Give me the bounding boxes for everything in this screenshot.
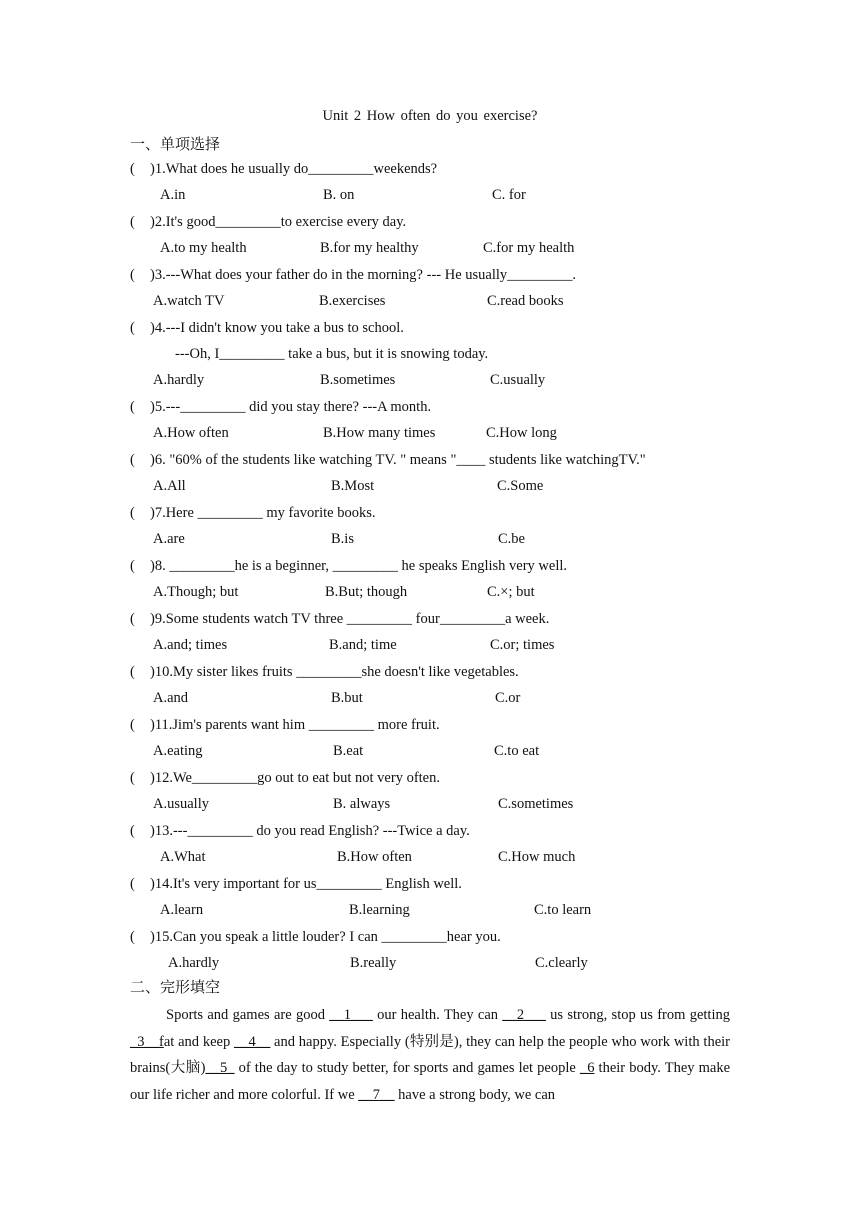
answer-paren: (: [130, 320, 135, 336]
answer-option-a: A.in: [160, 187, 186, 203]
answer-option-b: B.really: [350, 955, 397, 971]
answer-paren: (: [130, 452, 135, 468]
answer-option-c: C.to eat: [494, 743, 540, 759]
answer-option-c: C.be: [498, 531, 525, 547]
answer-paren: (: [130, 717, 135, 733]
question-stem: [130, 505, 376, 522]
question-item: [130, 449, 750, 502]
question-stem: [130, 320, 404, 337]
answer-option-a: A.usually: [153, 796, 209, 812]
question-item: [130, 926, 750, 979]
answer-paren: (: [130, 267, 135, 283]
answer-option-c: C.usually: [490, 372, 546, 388]
question-text: )14.It's very important for us_________ English well.: [150, 876, 462, 892]
answer-option-a: A.learn: [160, 902, 204, 918]
answer-paren: (: [130, 876, 135, 892]
answer-option-c: C.Some: [497, 478, 544, 494]
answer-option-a: A.watch TV: [153, 293, 225, 309]
answer-option-a: A.hardly: [153, 372, 205, 388]
question-stem: [130, 161, 437, 178]
question-item: [130, 317, 750, 396]
question-stem: [130, 929, 501, 946]
passage-text: and happy. Especially (特别是), they can help the people who work with their brains(大脑): [130, 1033, 730, 1076]
question-text: )10.My sister likes fruits _________she doesn't like vegetables.: [150, 664, 519, 680]
question-text: )15.Can you speak a little louder? I can _________hear you.: [150, 929, 501, 945]
answer-paren: (: [130, 823, 135, 839]
answer-option-a: A.and: [153, 690, 189, 706]
question-item: [130, 211, 750, 264]
question-item: [130, 714, 750, 767]
question-text: )2.It's good_________to exercise every day.: [150, 214, 407, 230]
question-text: )5.---_________ did you stay there? ---A month.: [150, 399, 432, 415]
question-item: [130, 661, 750, 714]
answer-option-a: A.to my health: [160, 240, 247, 256]
answer-option-b: B.but: [331, 690, 363, 706]
question-item: [130, 396, 750, 449]
question-text-line2: ---Oh, I_________ take a bus, but it is snowing today.: [175, 346, 489, 362]
answer-option-c: C.for my health: [483, 240, 575, 256]
question-stem: [130, 214, 406, 231]
cloze-blank-7: __7__: [358, 1086, 395, 1103]
question-item: [130, 873, 750, 926]
question-stem: [130, 770, 440, 787]
question-stem: [130, 452, 646, 469]
question-item: [130, 767, 750, 820]
answer-option-b: B.How often: [337, 849, 412, 865]
question-stem: [130, 611, 549, 628]
answer-option-a: A.eating: [153, 743, 203, 759]
answer-option-b: B.eat: [333, 743, 364, 759]
question-text: )13.---_________ do you read English? ---Twice a day.: [150, 823, 470, 839]
answer-option-a: A.are: [153, 531, 185, 547]
answer-option-a: A.All: [153, 478, 186, 494]
cloze-passage: [130, 1002, 730, 1108]
answer-paren: (: [130, 558, 135, 574]
cloze-blank-4: __4__: [234, 1033, 271, 1050]
question-text: )3.---What does your father do in the morning? --- He usually_________.: [150, 267, 577, 283]
cloze-blank-2: __2___: [502, 1007, 546, 1023]
section-heading-cloze: 二、完形填空: [130, 978, 221, 996]
answer-option-a: A.and; times: [153, 637, 228, 653]
answer-option-c: C. for: [492, 187, 526, 203]
answer-option-b: B.is: [331, 531, 354, 547]
answer-paren: (: [130, 505, 135, 521]
question-item: [130, 608, 750, 661]
answer-option-b: B.and; time: [329, 637, 397, 653]
answer-option-b: B.Most: [331, 478, 375, 494]
cloze-blank-1: __1___: [329, 1007, 373, 1023]
answer-option-c: C.How much: [498, 849, 576, 865]
passage-text: Sports and games are good: [166, 1007, 330, 1023]
answer-paren: (: [130, 214, 135, 230]
answer-paren: (: [130, 161, 135, 177]
answer-option-c: C.×; but: [487, 584, 535, 600]
question-item: [130, 264, 750, 317]
question-text: )11.Jim's parents want him _________ more fruit.: [150, 717, 440, 733]
question-stem: [130, 558, 567, 575]
question-text: )12.We_________go out to eat but not very often.: [150, 770, 440, 786]
question-item: [130, 820, 750, 873]
passage-text: of the day to study better, for sports and games let people: [234, 1060, 580, 1076]
answer-option-b: B. always: [333, 796, 391, 812]
question-text: )1.What does he usually do_________weekends?: [150, 161, 438, 177]
answer-option-b: B.sometimes: [320, 372, 396, 388]
answer-option-c: C.clearly: [535, 955, 588, 971]
passage-text: at and keep: [163, 1033, 234, 1050]
question-stem: [130, 876, 462, 893]
answer-option-b: B. on: [323, 187, 355, 203]
cloze-blank-6: _6: [579, 1060, 595, 1076]
question-stem: [130, 267, 576, 284]
answer-option-b: B.But; though: [325, 584, 408, 600]
question-item: [130, 555, 750, 608]
question-list: [130, 158, 750, 979]
question-text: )9.Some students watch TV three _________ four_________a week.: [150, 611, 550, 627]
answer-paren: (: [130, 770, 135, 786]
answer-option-c: C.or; times: [490, 637, 555, 653]
answer-paren: (: [130, 399, 135, 415]
answer-option-a: A.Though; but: [153, 584, 239, 600]
answer-option-a: A.How often: [153, 425, 229, 441]
cloze-blank-5: __5_: [205, 1060, 235, 1076]
answer-option-c: C.or: [495, 690, 521, 706]
passage-text: us strong, stop us from getting: [545, 1007, 730, 1023]
answer-option-a: A.What: [160, 849, 206, 865]
question-item: [130, 502, 750, 555]
answer-option-c: C.sometimes: [498, 796, 574, 812]
answer-option-c: C.to learn: [534, 902, 592, 918]
question-stem: [130, 399, 431, 416]
question-text: )7.Here _________ my favorite books.: [150, 505, 376, 521]
question-text: )4.---I didn't know you take a bus to school.: [150, 320, 404, 336]
answer-option-b: B.exercises: [319, 293, 386, 309]
answer-option-b: B.for my healthy: [320, 240, 419, 256]
passage-text: have a strong body, we can: [394, 1086, 556, 1103]
answer-option-b: B.learning: [349, 902, 410, 918]
answer-option-c: C.How long: [486, 425, 557, 441]
answer-option-a: A.hardly: [168, 955, 220, 971]
answer-paren: (: [130, 611, 135, 627]
question-stem: [130, 823, 470, 840]
question-text: )6. "60% of the students like watching TV. " means "____ students like watchingTV.": [150, 452, 646, 468]
answer-paren: (: [130, 664, 135, 680]
section-heading-multiple-choice: 一、单项选择: [130, 135, 221, 153]
cloze-blank-3: _3__f: [130, 1033, 164, 1050]
question-text: )8. _________he is a beginner, _________ he speaks English very well.: [150, 558, 568, 574]
answer-option-c: C.read books: [487, 293, 564, 309]
answer-option-b: B.How many times: [323, 425, 436, 441]
question-stem: [130, 664, 519, 681]
question-stem: [130, 717, 440, 734]
answer-paren: (: [130, 929, 135, 945]
question-item: [130, 158, 750, 211]
passage-text: their body. They make our life richer and more colorful. If we: [130, 1060, 731, 1103]
passage-text: our health. They can: [372, 1007, 503, 1023]
page-title: Unit 2 How often do you exercise?: [322, 108, 538, 124]
